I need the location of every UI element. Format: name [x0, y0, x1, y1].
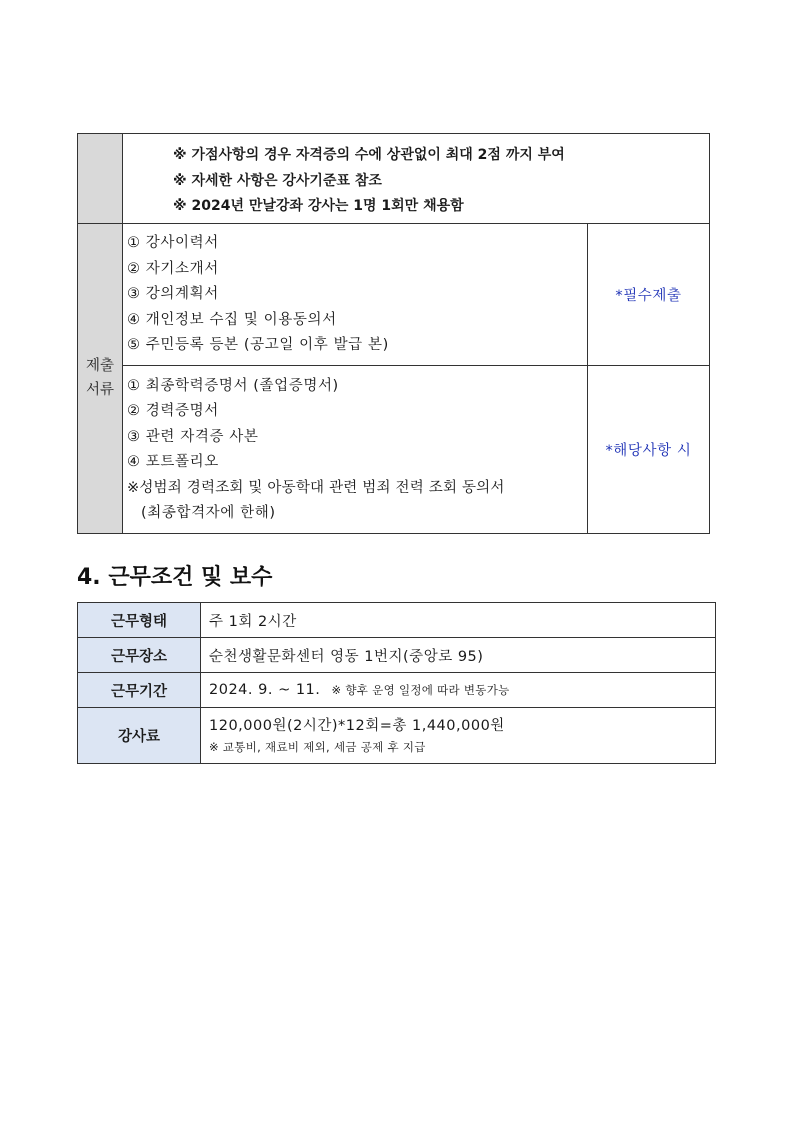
conditional-doc-item: ① 최종학력증명서 (졸업증명서) — [127, 377, 339, 394]
conditional-docs-cell — [123, 365, 588, 533]
note-hiring: ※ 2024년 만날강좌 강사는 1명 1회만 채용함 — [173, 198, 464, 214]
conditional-doc-item: ③ 관련 자격증 사본 — [127, 428, 259, 445]
required-doc-item: ⑤ 주민등록 등본 (공고일 이후 발급 본) — [127, 337, 389, 353]
notes-cell — [123, 134, 710, 224]
conditional-remark: *해당사항 시 — [587, 365, 709, 533]
work-conditions-table — [77, 602, 716, 764]
work-type-value: 주 1회 2시간 — [201, 603, 716, 638]
notes-header-cell — [78, 134, 123, 224]
required-docs-cell — [123, 224, 588, 366]
work-period-label: 근무기간 — [78, 673, 201, 708]
work-period-cell — [201, 673, 716, 708]
required-doc-item: ④ 개인정보 수집 및 이용동의서 — [127, 311, 337, 328]
work-type-label: 근무형태 — [78, 603, 201, 638]
conditional-doc-item: ② 경력증명서 — [127, 403, 219, 419]
required-doc-item: ③ 강의계획서 — [127, 286, 219, 302]
fee-label: 강사료 — [78, 708, 201, 764]
requirements-table — [77, 133, 710, 534]
work-period-value: 2024. 9. ~ 11. — [209, 682, 321, 698]
work-location-label: 근무장소 — [78, 638, 201, 673]
fee-note: ※ 교통비, 재료비 제외, 세금 공제 후 지급 — [209, 739, 426, 754]
required-remark: *필수제출 — [587, 224, 709, 366]
fee-value: 120,000원(2시간)*12회=총 1,440,000원 — [209, 717, 505, 734]
note-bonus: ※ 가점사항의 경우 자격증의 수에 상관없이 최대 2점 까지 부여 — [173, 147, 565, 163]
section-title: 4. 근무조건 및 보수 — [77, 565, 273, 590]
conditional-doc-item: ④ 포트폴리오 — [127, 454, 219, 470]
conditional-doc-item: ※성범죄 경력조회 및 아동학대 관련 범죄 전력 조회 동의서 — [127, 479, 505, 496]
fee-cell — [201, 708, 716, 764]
required-doc-item: ① 강사이력서 — [127, 235, 219, 251]
conditional-doc-item: (최종합격자에 한해) — [141, 505, 276, 521]
submission-label: 제출 서류 — [78, 224, 123, 534]
note-reference: ※ 자세한 사항은 강사기준표 참조 — [173, 172, 382, 189]
required-doc-item: ② 자기소개서 — [127, 260, 219, 277]
work-location-value: 순천생활문화센터 영동 1번지(중앙로 95) — [201, 638, 716, 673]
work-period-note: ※ 향후 운영 일정에 따라 변동가능 — [331, 683, 510, 697]
